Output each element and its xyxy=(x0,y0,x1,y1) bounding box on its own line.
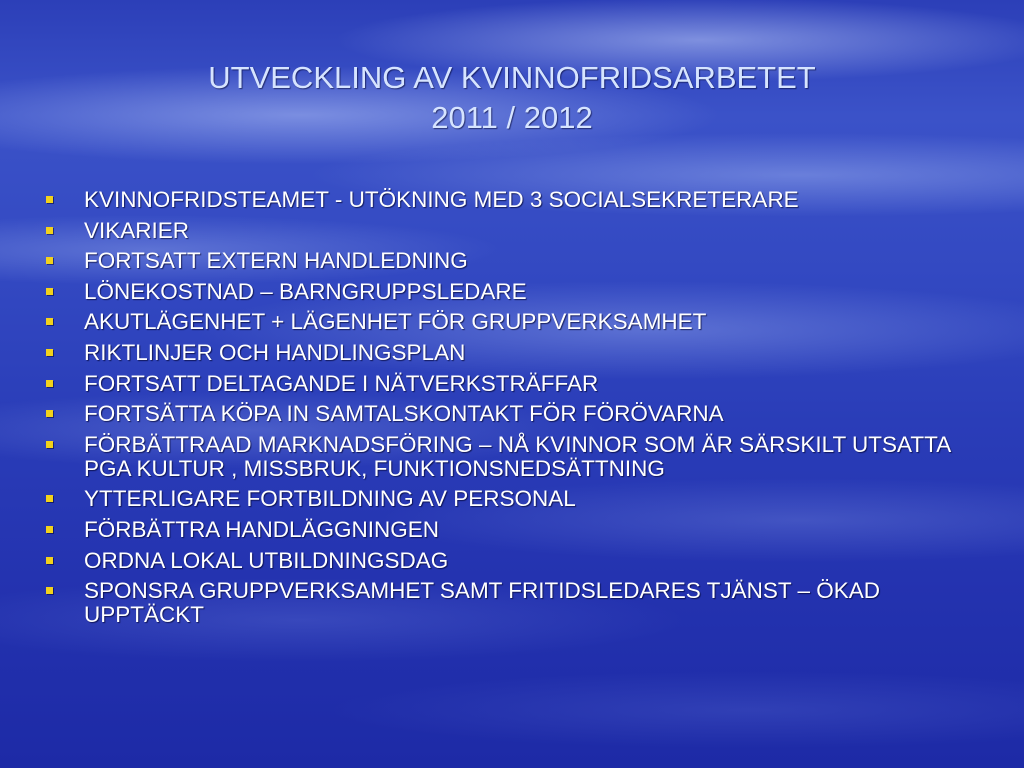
list-item xyxy=(40,518,980,542)
list-item-text: SPONSRA GRUPPVERKSAMHET SAMT FRITIDSLEDARES TJÄNST – ÖKAD UPPTÄCKT xyxy=(84,578,881,628)
list-item-text: FORTSATT EXTERN HANDLEDNING xyxy=(84,248,468,274)
list-item xyxy=(40,341,980,365)
yellow-square-bullet-icon xyxy=(46,318,53,325)
list-item-text: RIKTLINJER OCH HANDLINGSPLAN xyxy=(84,339,466,365)
yellow-square-bullet-icon xyxy=(46,526,53,533)
bullet-list xyxy=(40,188,980,634)
yellow-square-bullet-icon xyxy=(46,196,53,203)
yellow-square-bullet-icon xyxy=(46,410,53,417)
list-item-text: FORTSATT DELTAGANDE I NÄTVERKSTRÄFFAR xyxy=(84,370,599,396)
list-item-text: KVINNOFRIDSTEAMET - UTÖKNING MED 3 SOCIALSEKRETERARE xyxy=(84,187,799,212)
list-item xyxy=(40,280,980,304)
yellow-square-bullet-icon xyxy=(46,349,53,356)
list-item-text: AKUTLÄGENHET + LÄGENHET FÖR GRUPPVERKSAMHET xyxy=(84,309,707,335)
list-item xyxy=(40,310,980,334)
slide-title-line-1: UTVECKLING AV KVINNOFRIDSARBETET xyxy=(208,60,816,95)
yellow-square-bullet-icon xyxy=(46,587,53,594)
list-item-text: ORDNA LOKAL UTBILDNINGSDAG xyxy=(84,547,449,573)
list-item xyxy=(40,219,980,243)
list-item xyxy=(40,402,980,426)
yellow-square-bullet-icon xyxy=(46,441,53,448)
list-item-text: FORTSÄTTA KÖPA IN SAMTALSKONTAKT FÖR FÖRÖVARNA xyxy=(84,401,724,427)
list-item xyxy=(40,579,980,627)
yellow-square-bullet-icon xyxy=(46,495,53,502)
list-item-text: VIKARIER xyxy=(84,217,190,243)
list-item xyxy=(40,433,980,481)
list-item-text: FÖRBÄTTRAAD MARKNADSFÖRING – NÅ KVINNOR SOM ÄR SÄRSKILT UTSATTA PGA KULTUR , MISSBRUK, FUNKTIONSNEDSÄTTNING xyxy=(84,431,950,481)
yellow-square-bullet-icon xyxy=(46,288,53,295)
list-item xyxy=(40,372,980,396)
yellow-square-bullet-icon xyxy=(46,557,53,564)
slide-title xyxy=(0,58,1024,138)
list-item xyxy=(40,549,980,573)
yellow-square-bullet-icon xyxy=(46,380,53,387)
yellow-square-bullet-icon xyxy=(46,257,53,264)
list-item-text: LÖNEKOSTNAD – BARNGRUPPSLEDARE xyxy=(84,278,527,304)
yellow-square-bullet-icon xyxy=(46,227,53,234)
slide-title-line-2: 2011 / 2012 xyxy=(431,100,593,135)
list-item-text: FÖRBÄTTRA HANDLÄGGNINGEN xyxy=(84,516,440,542)
list-item xyxy=(40,249,980,273)
list-item-text: YTTERLIGARE FORTBILDNING AV PERSONAL xyxy=(84,486,576,512)
list-item xyxy=(40,188,980,212)
list-item xyxy=(40,487,980,511)
